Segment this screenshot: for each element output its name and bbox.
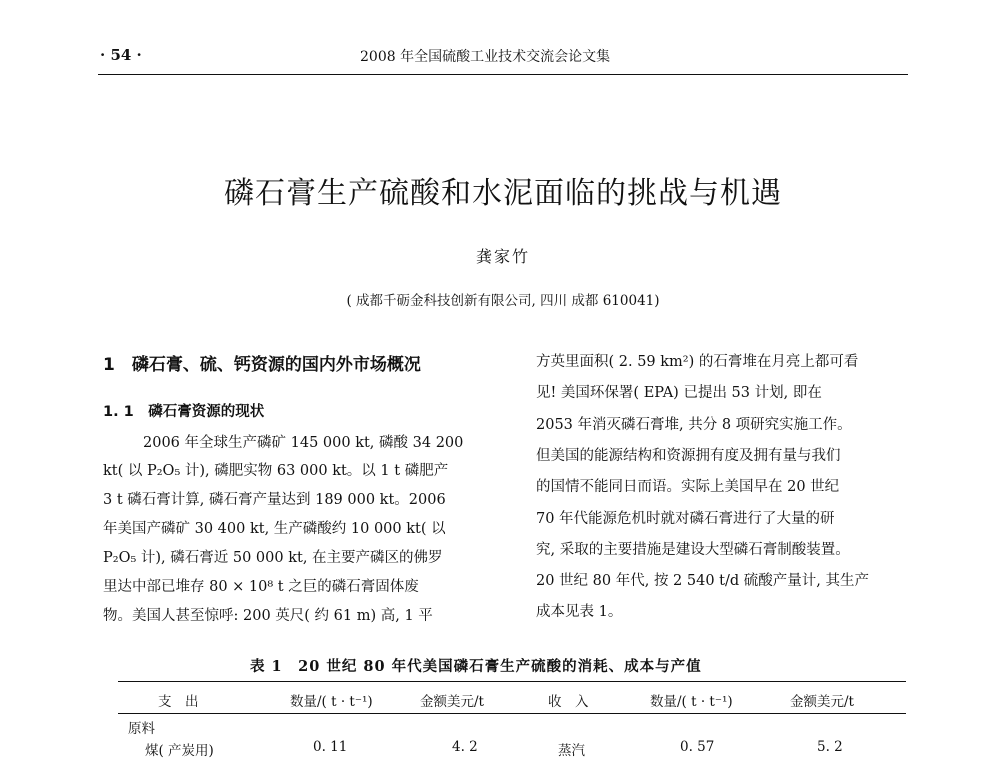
body-line: 2053 年消灭磷石膏堆, 共分 8 项研究实施工作。 [536, 417, 852, 433]
page-number: · 54 · [100, 46, 142, 64]
table-cell: 4. 2 [452, 739, 478, 755]
body-line: kt( 以 P₂O₅ 计), 磷肥实物 63 000 kt。以 1 t 磷肥产 [103, 463, 449, 479]
body-line: 里达中部已堆存 80 × 10⁸ t 之巨的磷石膏固体废 [103, 579, 419, 595]
body-line: 物。美国人甚至惊呼: 200 英尺( 约 61 m) 高, 1 平 [103, 608, 433, 624]
table-caption: 表 1 20 世纪 80 年代美国磷石膏生产硫酸的消耗、成本与产值 [250, 658, 702, 675]
body-line: 2006 年全球生产磷矿 145 000 kt, 磷酸 34 200 [143, 435, 464, 451]
subsection-heading: 1. 1 磷石膏资源的现状 [103, 404, 265, 420]
table-cell: 煤( 产炭用) [145, 743, 214, 759]
table-cell: 0. 11 [313, 739, 348, 755]
article-title: 磷石膏生产硫酸和水泥面临的挑战与机遇 [224, 176, 782, 211]
body-line: 年美国产磷矿 30 400 kt, 生产磷酸约 10 000 kt( 以 [103, 521, 446, 537]
table-cell: 0. 57 [680, 739, 715, 755]
table-top-rule [118, 681, 906, 682]
section-heading: 1 磷石膏、硫、钙资源的国内外市场概况 [103, 355, 421, 375]
body-line: 方英里面积( 2. 59 km²) 的石膏堆在月亮上都可看 [536, 354, 859, 370]
table-header-cell: 支 出 [158, 694, 199, 710]
body-line: 见! 美国环保署( EPA) 已提出 53 计划, 即在 [536, 385, 822, 401]
body-line: 的国情不能同日而语。实际上美国早在 20 世纪 [536, 479, 840, 495]
table-header-cell: 收 入 [548, 694, 589, 710]
table-header-cell: 数量/( t · t⁻¹) [290, 694, 373, 710]
body-line: P₂O₅ 计), 磷石膏近 50 000 kt, 在主要产磷区的佛罗 [103, 550, 443, 566]
header-rule [98, 74, 908, 75]
table-cell: 5. 2 [817, 739, 843, 755]
table-group-label: 原料 [128, 721, 155, 737]
body-line: 成本见表 1。 [536, 604, 623, 620]
body-line: 究, 采取的主要措施是建设大型磷石膏制酸装置。 [536, 542, 850, 558]
body-line: 70 年代能源危机时就对磷石膏进行了大量的研 [536, 511, 835, 527]
table-header-cell: 金额美元/t [790, 694, 854, 710]
running-head: 2008 年全国硫酸工业技术交流会论文集 [360, 49, 611, 65]
table-header-rule [118, 713, 906, 714]
table-header-cell: 数量/( t · t⁻¹) [650, 694, 733, 710]
body-line: 但美国的能源结构和资源拥有度及拥有量与我们 [536, 448, 841, 464]
table-header-cell: 金额美元/t [420, 694, 484, 710]
body-line: 3 t 磷石膏计算, 磷石膏产量达到 189 000 kt。2006 [103, 492, 446, 508]
body-line: 20 世纪 80 年代, 按 2 540 t/d 硫酸产量计, 其生产 [536, 573, 869, 589]
table-cell: 蒸汽 [558, 743, 585, 759]
article-author: 龚家竹 [475, 247, 530, 266]
article-affiliation: ( 成都千砺金科技创新有限公司, 四川 成都 610041) [346, 293, 660, 309]
